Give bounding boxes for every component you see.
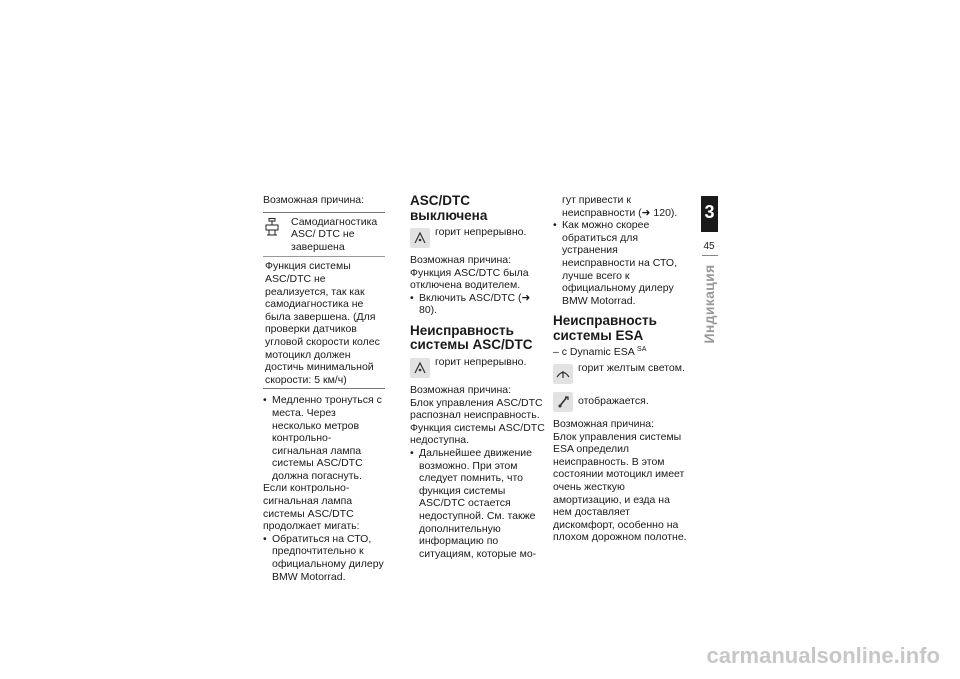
esa-display-icon: [553, 392, 573, 412]
chapter-tab: 3: [701, 196, 718, 232]
paragraph: Блок управления ASC/DTC распознал неисправность. Функция системы ASC/DTC недоступна.: [410, 396, 545, 447]
info-box-title: Самодиагностика ASC/ DTC не завершена: [291, 215, 378, 253]
asc-dtc-warning-icon: [410, 358, 430, 378]
heading-esa-fault: Неисправность системы ESA: [553, 313, 657, 343]
indicator-row: [410, 356, 546, 378]
tab-divider: [702, 255, 718, 256]
page-number: 45: [703, 241, 715, 252]
indicator-row: [553, 362, 691, 384]
indicator-row: [553, 390, 691, 412]
equipment-line: – с Dynamic ESA $^{SA}$: [553, 346, 647, 359]
cause-label: Возможная причина:: [553, 417, 655, 430]
bullet-item: • Медленно тронуться с места. Через несколько метров контрольно-сигнальная лампа системы ASC/DTC должна погаснуть.: [263, 394, 385, 482]
bullet-item: • Включить ASC/DTC (➜ 80).: [410, 292, 546, 317]
indicator-text: отображается.: [578, 394, 649, 407]
info-box-header: [263, 213, 385, 258]
asc-dtc-warning-icon: [410, 228, 430, 248]
paragraph: Функция ASC/DTC была отключена водителем.: [410, 266, 529, 292]
heading-asc-dtc-fault: Неисправность системы ASC/DTC: [410, 322, 533, 353]
column-2: [410, 194, 546, 560]
equipment-name: с Dynamic ESA: [561, 346, 635, 359]
diagnostic-icon: [263, 216, 289, 254]
watermark: carmanualsonline.info: [706, 643, 940, 668]
paragraph: Блок управления системы ESA определил неисправность. В этом состоянии мотоцикл имеет очень жесткую амортизацию, и езда на нем доставляет дискомфорт, особенно на плохом дорожном полотне.: [553, 430, 687, 544]
info-box-body: Функция системы ASC/DTC не реализуется, так как самодиагностика не была завершена. (Для проверки датчиков угловой скорости колес мотоцикл должен достичь минимальной скорости: 5 км/ч): [265, 260, 380, 386]
cause-label: Возможная причина:: [263, 194, 365, 206]
cause-label: Возможная причина:: [410, 254, 512, 266]
indicator-text: горит желтым светом.: [578, 361, 685, 374]
esa-warning-icon: [553, 364, 573, 384]
indicator-text: горит непрерывно.: [435, 355, 527, 368]
special-accessory-tag: SA: [637, 346, 647, 354]
paragraph: Если контрольно-сигнальная лампа системы ASC/DTC продолжает мигать:: [263, 482, 360, 533]
info-box: [263, 212, 385, 390]
indicator-text: горит непрерывно.: [435, 226, 527, 238]
indicator-row: [410, 226, 546, 248]
section-label-text: Индикация: [701, 264, 717, 344]
column-1: [263, 194, 385, 583]
bullet-item: • Как можно скорее обратиться для устранения неисправности на СТО, лучше всего к официальному дилеру BMW Motorrad.: [553, 219, 691, 307]
heading-asc-dtc-off: ASC/DTC выключена: [410, 193, 488, 223]
section-label: [700, 260, 718, 348]
paragraph: гут привести к неисправности (➜ 120).: [562, 194, 678, 219]
cause-label: Возможная причина:: [410, 383, 512, 396]
bullet-item: • Обратиться на СТО, предпочтительно к официальному дилеру BMW Motorrad.: [263, 533, 385, 583]
bullet-item: • Дальнейшее движение возможно. При этом следует помнить, что функция системы ASC/DTC остается недоступной. См. также дополнительную информацию по ситуациям, которые мо-: [410, 447, 546, 560]
column-3: [553, 194, 691, 544]
